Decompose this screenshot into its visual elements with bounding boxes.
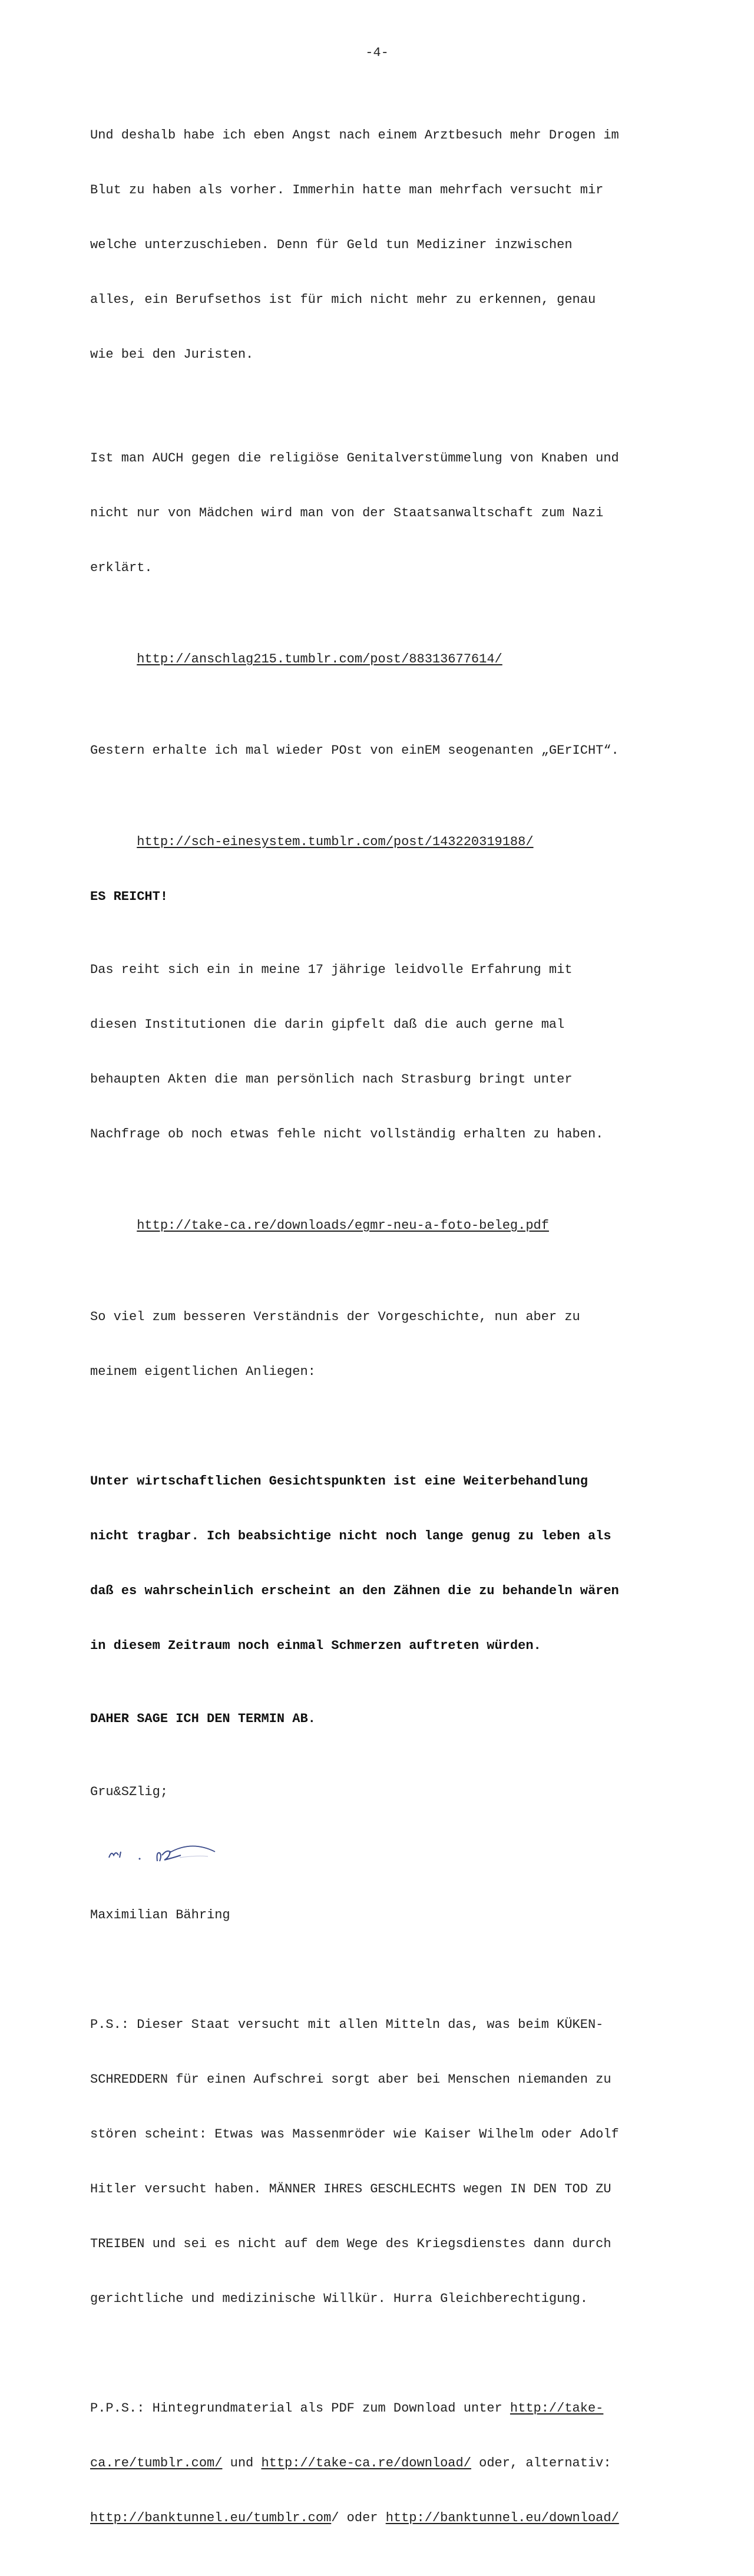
text-line: Gestern erhalte ich mal wieder POst von einEM seogenanten „GErICHT“. xyxy=(90,743,619,758)
text-line: in diesem Zeitraum noch einmal Schmerzen auftreten würden. xyxy=(90,1638,541,1653)
text-line: diesen Institutionen die darin gipfelt daß die auch gerne mal xyxy=(90,1017,565,1032)
link-take-care-tumblr-part1[interactable]: http://take- xyxy=(510,2401,604,2416)
text-line: So viel zum besseren Verständnis der Vorgeschichte, nun aber zu xyxy=(90,1310,580,1324)
text-line: stören scheint: Etwas was Massenmröder wie Kaiser Wilhelm oder Adolf xyxy=(90,2127,619,2142)
text-line xyxy=(90,2399,682,2417)
text-line: meinem eigentlichen Anliegen: xyxy=(90,1364,316,1379)
letter-body xyxy=(90,90,682,2576)
paragraph-background xyxy=(90,1271,682,1417)
text-line: behaupten Akten die man persönlich nach Strasburg bringt unter xyxy=(90,1072,573,1087)
text-line: Hitler versucht haben. MÄNNER IHRES GESCHLECHTS wegen IN DEN TOD ZU xyxy=(90,2182,611,2196)
pps-slash-oder: / oder xyxy=(331,2511,386,2525)
text-line: daß es wahrscheinlich erscheint an den Zähnen die zu behandeln wären xyxy=(90,1584,619,1598)
paragraph-link-sch-einesystem xyxy=(90,814,682,869)
text-line: Das reiht sich ein in meine 17 jährige leidvolle Erfahrung mit xyxy=(90,962,573,977)
text-line: Ist man AUCH gegen die religiöse Genitalverstümmelung von Knaben und xyxy=(90,451,619,466)
paragraph-link-egmr xyxy=(90,1198,682,1253)
text-line: TREIBEN und sei es nicht auf dem Wege des Kriegsdienstes dann durch xyxy=(90,2237,611,2251)
greeting: Gru&SZlig; xyxy=(90,1785,168,1799)
text-line: wie bei den Juristen. xyxy=(90,347,254,362)
heading-es-reicht: ES REICHT! xyxy=(90,889,168,904)
link-take-care-download[interactable]: http://take-ca.re/download/ xyxy=(261,2456,471,2471)
paragraph-cancel-appointment: DAHER SAGE ICH DEN TERMIN AB. xyxy=(90,1711,316,1726)
paragraph-link-anschlag xyxy=(90,632,682,687)
pps-und: und xyxy=(222,2456,262,2471)
text-line: P.S.: Dieser Staat versucht mit allen Mitteln das, was beim KÜKEN- xyxy=(90,2017,604,2032)
paragraph-economic-reason xyxy=(90,1436,682,1691)
paragraph-doctor-fear xyxy=(90,90,682,400)
link-sch-einesystem[interactable]: http://sch-einesystem.tumblr.com/post/143220319188/ xyxy=(137,835,534,849)
paragraph-pps xyxy=(90,2363,682,2564)
handwritten-signature xyxy=(90,1835,682,1872)
paragraph-ps xyxy=(90,1979,682,2344)
link-egmr-pdf[interactable]: http://take-ca.re/downloads/egmr-neu-a-foto-beleg.pdf xyxy=(137,1218,549,1233)
text-line: erklärt. xyxy=(90,560,153,575)
text-line: Unter wirtschaftlichen Gesichtspunkten ist eine Weiterbehandlung xyxy=(90,1474,588,1489)
text-line: alles, ein Berufsethos ist für mich nicht mehr zu erkennen, genau xyxy=(90,292,596,307)
text-line: SCHREDDERN für einen Aufschrei sorgt aber bei Menschen niemanden zu xyxy=(90,2072,611,2087)
paragraph-gericht xyxy=(90,705,682,796)
text-line: Blut zu haben als vorher. Immerhin hatte man mehrfach versucht mir xyxy=(90,183,604,197)
text-line: gerichtliche und medizinische Willkür. Hurra Gleichberechtigung. xyxy=(90,2291,588,2306)
link-anschlag215[interactable]: http://anschlag215.tumblr.com/post/88313677614/ xyxy=(137,652,502,667)
text-line xyxy=(90,2509,682,2527)
pps-oder-alternativ: oder, alternativ: xyxy=(471,2456,611,2471)
text-line: nicht tragbar. Ich beabsichtige nicht noch lange genug zu leben als xyxy=(90,1529,611,1543)
signature-drawing xyxy=(103,1838,244,1872)
link-take-care-tumblr-part2[interactable]: ca.re/tumblr.com/ xyxy=(90,2456,223,2471)
text-line: Nachfrage ob noch etwas fehle nicht vollständig erhalten zu haben. xyxy=(90,1127,604,1142)
text-line xyxy=(90,2454,682,2472)
page-number: -4- xyxy=(365,45,389,60)
paragraph-nazi xyxy=(90,413,682,614)
paragraph-experience xyxy=(90,924,682,1180)
link-banktunnel-download[interactable]: http://banktunnel.eu/download/ xyxy=(385,2511,619,2525)
text-line: Und deshalb habe ich eben Angst nach einem Arztbesuch mehr Drogen im xyxy=(90,128,619,143)
text-line: welche unterzuschieben. Denn für Geld tun Mediziner inzwischen xyxy=(90,238,573,252)
closing-block xyxy=(90,1746,682,1961)
text-line: nicht nur von Mädchen wird man von der Staatsanwaltschaft zum Nazi xyxy=(90,506,604,520)
pps-prefix: P.P.S.: Hintegrundmaterial als PDF zum Download unter xyxy=(90,2401,510,2416)
link-banktunnel-tumblr[interactable]: http://banktunnel.eu/tumblr.com xyxy=(90,2511,332,2525)
signer-name: Maximilian Bähring xyxy=(90,1908,230,1922)
